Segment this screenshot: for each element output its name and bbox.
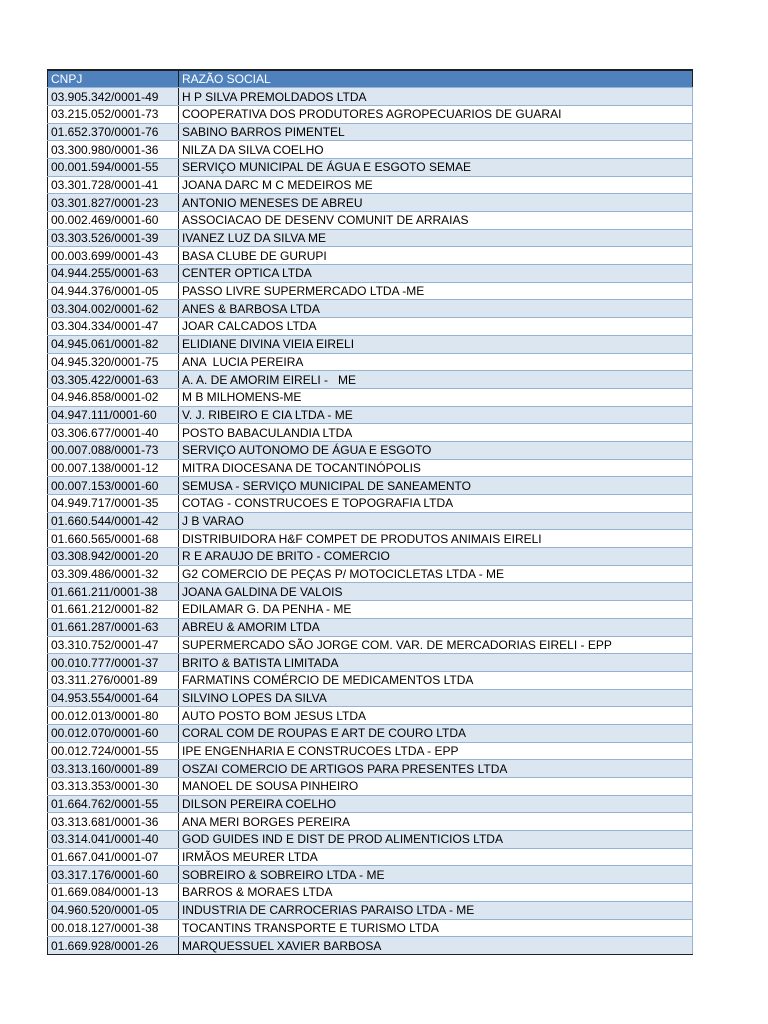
table-row: [48, 335, 693, 353]
table-row: [48, 495, 693, 513]
table-row: [48, 689, 693, 707]
cell-razao-social[interactable]: DISTRIBUIDORA H&F COMPET DE PRODUTOS ANIMAIS EIRELI: [179, 530, 693, 548]
cell-razao-social[interactable]: COTAG - CONSTRUCOES E TOPOGRAFIA LTDA: [179, 495, 693, 513]
table-row: [48, 123, 693, 141]
cell-razao-social[interactable]: NILZA DA SILVA COELHO: [179, 141, 693, 159]
cell-cnpj[interactable]: 03.304.334/0001-47: [48, 318, 179, 336]
cell-razao-social[interactable]: ASSOCIACAO DE DESENV COMUNIT DE ARRAIAS: [179, 212, 693, 230]
table-row: [48, 371, 693, 389]
cell-cnpj[interactable]: 03.300.980/0001-36: [48, 141, 179, 159]
cell-cnpj[interactable]: 01.661.211/0001-38: [48, 583, 179, 601]
table-row: [48, 318, 693, 336]
table-row: [48, 636, 693, 654]
table-row: [48, 884, 693, 902]
cell-razao-social[interactable]: AUTO POSTO BOM JESUS LTDA: [179, 707, 693, 725]
cell-cnpj[interactable]: 03.303.526/0001-39: [48, 229, 179, 247]
table-row: [48, 424, 693, 442]
cell-razao-social[interactable]: ANTONIO MENESES DE ABREU: [179, 194, 693, 212]
table-row: [48, 406, 693, 424]
cell-cnpj[interactable]: 04.944.255/0001-63: [48, 265, 179, 283]
header-row: [48, 70, 693, 88]
table-body: [48, 88, 693, 955]
cell-razao-social[interactable]: IPE ENGENHARIA E CONSTRUCOES LTDA - EPP: [179, 742, 693, 760]
table-row: [48, 459, 693, 477]
table-row: [48, 88, 693, 106]
table-row: [48, 618, 693, 636]
cell-cnpj[interactable]: 03.308.942/0001-20: [48, 548, 179, 566]
table-row: [48, 778, 693, 796]
table-row: [48, 813, 693, 831]
cell-razao-social[interactable]: ANA LUCIA PEREIRA: [179, 353, 693, 371]
cell-cnpj[interactable]: 01.660.565/0001-68: [48, 530, 179, 548]
cell-cnpj[interactable]: 04.953.554/0001-64: [48, 689, 179, 707]
cnpj-table: [47, 69, 693, 955]
cell-cnpj[interactable]: 00.003.699/0001-43: [48, 247, 179, 265]
cell-razao-social[interactable]: SUPERMERCADO SÃO JORGE COM. VAR. DE MERCADORIAS EIRELI - EPP: [179, 636, 693, 654]
cell-razao-social[interactable]: MARQUESSUEL XAVIER BARBOSA: [179, 937, 693, 955]
cell-razao-social[interactable]: MANOEL DE SOUSA PINHEIRO: [179, 778, 693, 796]
cell-razao-social[interactable]: PASSO LIVRE SUPERMERCADO LTDA -ME: [179, 282, 693, 300]
cell-cnpj[interactable]: 03.305.422/0001-63: [48, 371, 179, 389]
table-row: [48, 300, 693, 318]
cell-cnpj[interactable]: 03.313.353/0001-30: [48, 778, 179, 796]
table-row: [48, 919, 693, 937]
cell-razao-social[interactable]: JOAR CALCADOS LTDA: [179, 318, 693, 336]
table-row: [48, 388, 693, 406]
cell-razao-social[interactable]: DILSON PEREIRA COELHO: [179, 795, 693, 813]
table-row: [48, 265, 693, 283]
table-row: [48, 229, 693, 247]
cell-cnpj[interactable]: 01.669.084/0001-13: [48, 884, 179, 902]
cell-cnpj[interactable]: 03.313.160/0001-89: [48, 760, 179, 778]
cell-cnpj[interactable]: 00.012.013/0001-80: [48, 707, 179, 725]
cell-cnpj[interactable]: 00.002.469/0001-60: [48, 212, 179, 230]
cell-razao-social[interactable]: JOANA GALDINA DE VALOIS: [179, 583, 693, 601]
cell-cnpj[interactable]: 03.311.276/0001-89: [48, 671, 179, 689]
cell-cnpj[interactable]: 03.309.486/0001-32: [48, 565, 179, 583]
cell-cnpj[interactable]: 04.960.520/0001-05: [48, 901, 179, 919]
cell-razao-social[interactable]: ANA MERI BORGES PEREIRA: [179, 813, 693, 831]
cell-cnpj[interactable]: 03.905.342/0001-49: [48, 88, 179, 106]
cell-cnpj[interactable]: 01.652.370/0001-76: [48, 123, 179, 141]
table-row: [48, 724, 693, 742]
cell-razao-social[interactable]: FARMATINS COMÉRCIO DE MEDICAMENTOS LTDA: [179, 671, 693, 689]
cell-cnpj[interactable]: 00.010.777/0001-37: [48, 654, 179, 672]
table-row: [48, 742, 693, 760]
cell-razao-social[interactable]: H P SILVA PREMOLDADOS LTDA: [179, 88, 693, 106]
column-header-cnpj[interactable]: CNPJ: [48, 70, 179, 88]
cell-cnpj[interactable]: 04.944.376/0001-05: [48, 282, 179, 300]
cell-razao-social[interactable]: GOD GUIDES IND E DIST DE PROD ALIMENTICIOS LTDA: [179, 831, 693, 849]
cell-razao-social[interactable]: COOPERATIVA DOS PRODUTORES AGROPECUARIOS DE GUARAI: [179, 105, 693, 123]
table-row: [48, 795, 693, 813]
table-row: [48, 848, 693, 866]
cell-razao-social[interactable]: R E ARAUJO DE BRITO - COMERCIO: [179, 548, 693, 566]
table-row: [48, 176, 693, 194]
table-row: [48, 601, 693, 619]
cell-cnpj[interactable]: 01.661.212/0001-82: [48, 601, 179, 619]
cell-razao-social[interactable]: TOCANTINS TRANSPORTE E TURISMO LTDA: [179, 919, 693, 937]
table-row: [48, 141, 693, 159]
table-row: [48, 353, 693, 371]
cell-cnpj[interactable]: 03.304.002/0001-62: [48, 300, 179, 318]
cell-razao-social[interactable]: BASA CLUBE DE GURUPI: [179, 247, 693, 265]
cell-razao-social[interactable]: SABINO BARROS PIMENTEL: [179, 123, 693, 141]
spreadsheet: [47, 69, 692, 955]
cell-razao-social[interactable]: CENTER OPTICA LTDA: [179, 265, 693, 283]
cell-razao-social[interactable]: BARROS & MORAES LTDA: [179, 884, 693, 902]
cell-cnpj[interactable]: 01.667.041/0001-07: [48, 848, 179, 866]
cell-razao-social[interactable]: J B VARAO: [179, 512, 693, 530]
cell-cnpj[interactable]: 04.945.061/0001-82: [48, 335, 179, 353]
table-row: [48, 477, 693, 495]
cell-razao-social[interactable]: MITRA DIOCESANA DE TOCANTINÓPOLIS: [179, 459, 693, 477]
table-row: [48, 583, 693, 601]
cell-cnpj[interactable]: 00.012.724/0001-55: [48, 742, 179, 760]
cell-cnpj[interactable]: 00.001.594/0001-55: [48, 158, 179, 176]
cell-razao-social[interactable]: SILVINO LOPES DA SILVA: [179, 689, 693, 707]
cell-cnpj[interactable]: 04.945.320/0001-75: [48, 353, 179, 371]
cell-cnpj[interactable]: 03.301.827/0001-23: [48, 194, 179, 212]
cell-razao-social[interactable]: G2 COMERCIO DE PEÇAS P/ MOTOCICLETAS LTDA - ME: [179, 565, 693, 583]
cell-cnpj[interactable]: 03.215.052/0001-73: [48, 105, 179, 123]
cell-cnpj[interactable]: 01.669.928/0001-26: [48, 937, 179, 955]
table-row: [48, 105, 693, 123]
table-row: [48, 901, 693, 919]
cell-cnpj[interactable]: 00.007.138/0001-12: [48, 459, 179, 477]
cell-cnpj[interactable]: 03.301.728/0001-41: [48, 176, 179, 194]
cell-razao-social[interactable]: IVANEZ LUZ DA SILVA ME: [179, 229, 693, 247]
table-row: [48, 158, 693, 176]
cell-razao-social[interactable]: M B MILHOMENS-ME: [179, 388, 693, 406]
cell-razao-social[interactable]: JOANA DARC M C MEDEIROS ME: [179, 176, 693, 194]
cell-razao-social[interactable]: SERVIÇO AUTONOMO DE ÁGUA E ESGOTO: [179, 441, 693, 459]
cell-razao-social[interactable]: ABREU & AMORIM LTDA: [179, 618, 693, 636]
table-row: [48, 654, 693, 672]
table-row: [48, 671, 693, 689]
table-row: [48, 247, 693, 265]
cell-razao-social[interactable]: CORAL COM DE ROUPAS E ART DE COURO LTDA: [179, 724, 693, 742]
column-header-razao-social[interactable]: RAZÃO SOCIAL: [179, 70, 693, 88]
table-row: [48, 831, 693, 849]
cell-cnpj[interactable]: 04.947.111/0001-60: [48, 406, 179, 424]
table-row: [48, 565, 693, 583]
cell-razao-social[interactable]: IRMÃOS MEURER LTDA: [179, 848, 693, 866]
table-row: [48, 194, 693, 212]
cell-razao-social[interactable]: BRITO & BATISTA LIMITADA: [179, 654, 693, 672]
table-row: [48, 760, 693, 778]
cell-cnpj[interactable]: 00.012.070/0001-60: [48, 724, 179, 742]
cell-cnpj[interactable]: 01.661.287/0001-63: [48, 618, 179, 636]
cell-razao-social[interactable]: ELIDIANE DIVINA VIEIA EIRELI: [179, 335, 693, 353]
cell-cnpj[interactable]: 01.664.762/0001-55: [48, 795, 179, 813]
table-row: [48, 937, 693, 955]
cell-cnpj[interactable]: 03.314.041/0001-40: [48, 831, 179, 849]
cell-cnpj[interactable]: 03.317.176/0001-60: [48, 866, 179, 884]
cell-cnpj[interactable]: 01.660.544/0001-42: [48, 512, 179, 530]
table-row: [48, 282, 693, 300]
table-row: [48, 866, 693, 884]
cell-razao-social[interactable]: POSTO BABACULANDIA LTDA: [179, 424, 693, 442]
table-row: [48, 512, 693, 530]
table-row: [48, 707, 693, 725]
cell-cnpj[interactable]: 03.310.752/0001-47: [48, 636, 179, 654]
cell-razao-social[interactable]: OSZAI COMERCIO DE ARTIGOS PARA PRESENTES LTDA: [179, 760, 693, 778]
cell-cnpj[interactable]: 00.007.088/0001-73: [48, 441, 179, 459]
cell-cnpj[interactable]: 04.946.858/0001-02: [48, 388, 179, 406]
cell-razao-social[interactable]: INDUSTRIA DE CARROCERIAS PARAISO LTDA - ME: [179, 901, 693, 919]
cell-razao-social[interactable]: EDILAMAR G. DA PENHA - ME: [179, 601, 693, 619]
cell-razao-social[interactable]: V. J. RIBEIRO E CIA LTDA - ME: [179, 406, 693, 424]
cell-cnpj[interactable]: 03.313.681/0001-36: [48, 813, 179, 831]
table-row: [48, 530, 693, 548]
table-row: [48, 548, 693, 566]
cell-cnpj[interactable]: 00.018.127/0001-38: [48, 919, 179, 937]
cell-cnpj[interactable]: 00.007.153/0001-60: [48, 477, 179, 495]
cell-cnpj[interactable]: 03.306.677/0001-40: [48, 424, 179, 442]
cell-razao-social[interactable]: SEMUSA - SERVIÇO MUNICIPAL DE SANEAMENTO: [179, 477, 693, 495]
cell-cnpj[interactable]: 04.949.717/0001-35: [48, 495, 179, 513]
cell-razao-social[interactable]: SOBREIRO & SOBREIRO LTDA - ME: [179, 866, 693, 884]
cell-razao-social[interactable]: SERVIÇO MUNICIPAL DE ÁGUA E ESGOTO SEMAE: [179, 158, 693, 176]
cell-razao-social[interactable]: A. A. DE AMORIM EIRELI - ME: [179, 371, 693, 389]
table-row: [48, 441, 693, 459]
table-row: [48, 212, 693, 230]
cell-razao-social[interactable]: ANES & BARBOSA LTDA: [179, 300, 693, 318]
